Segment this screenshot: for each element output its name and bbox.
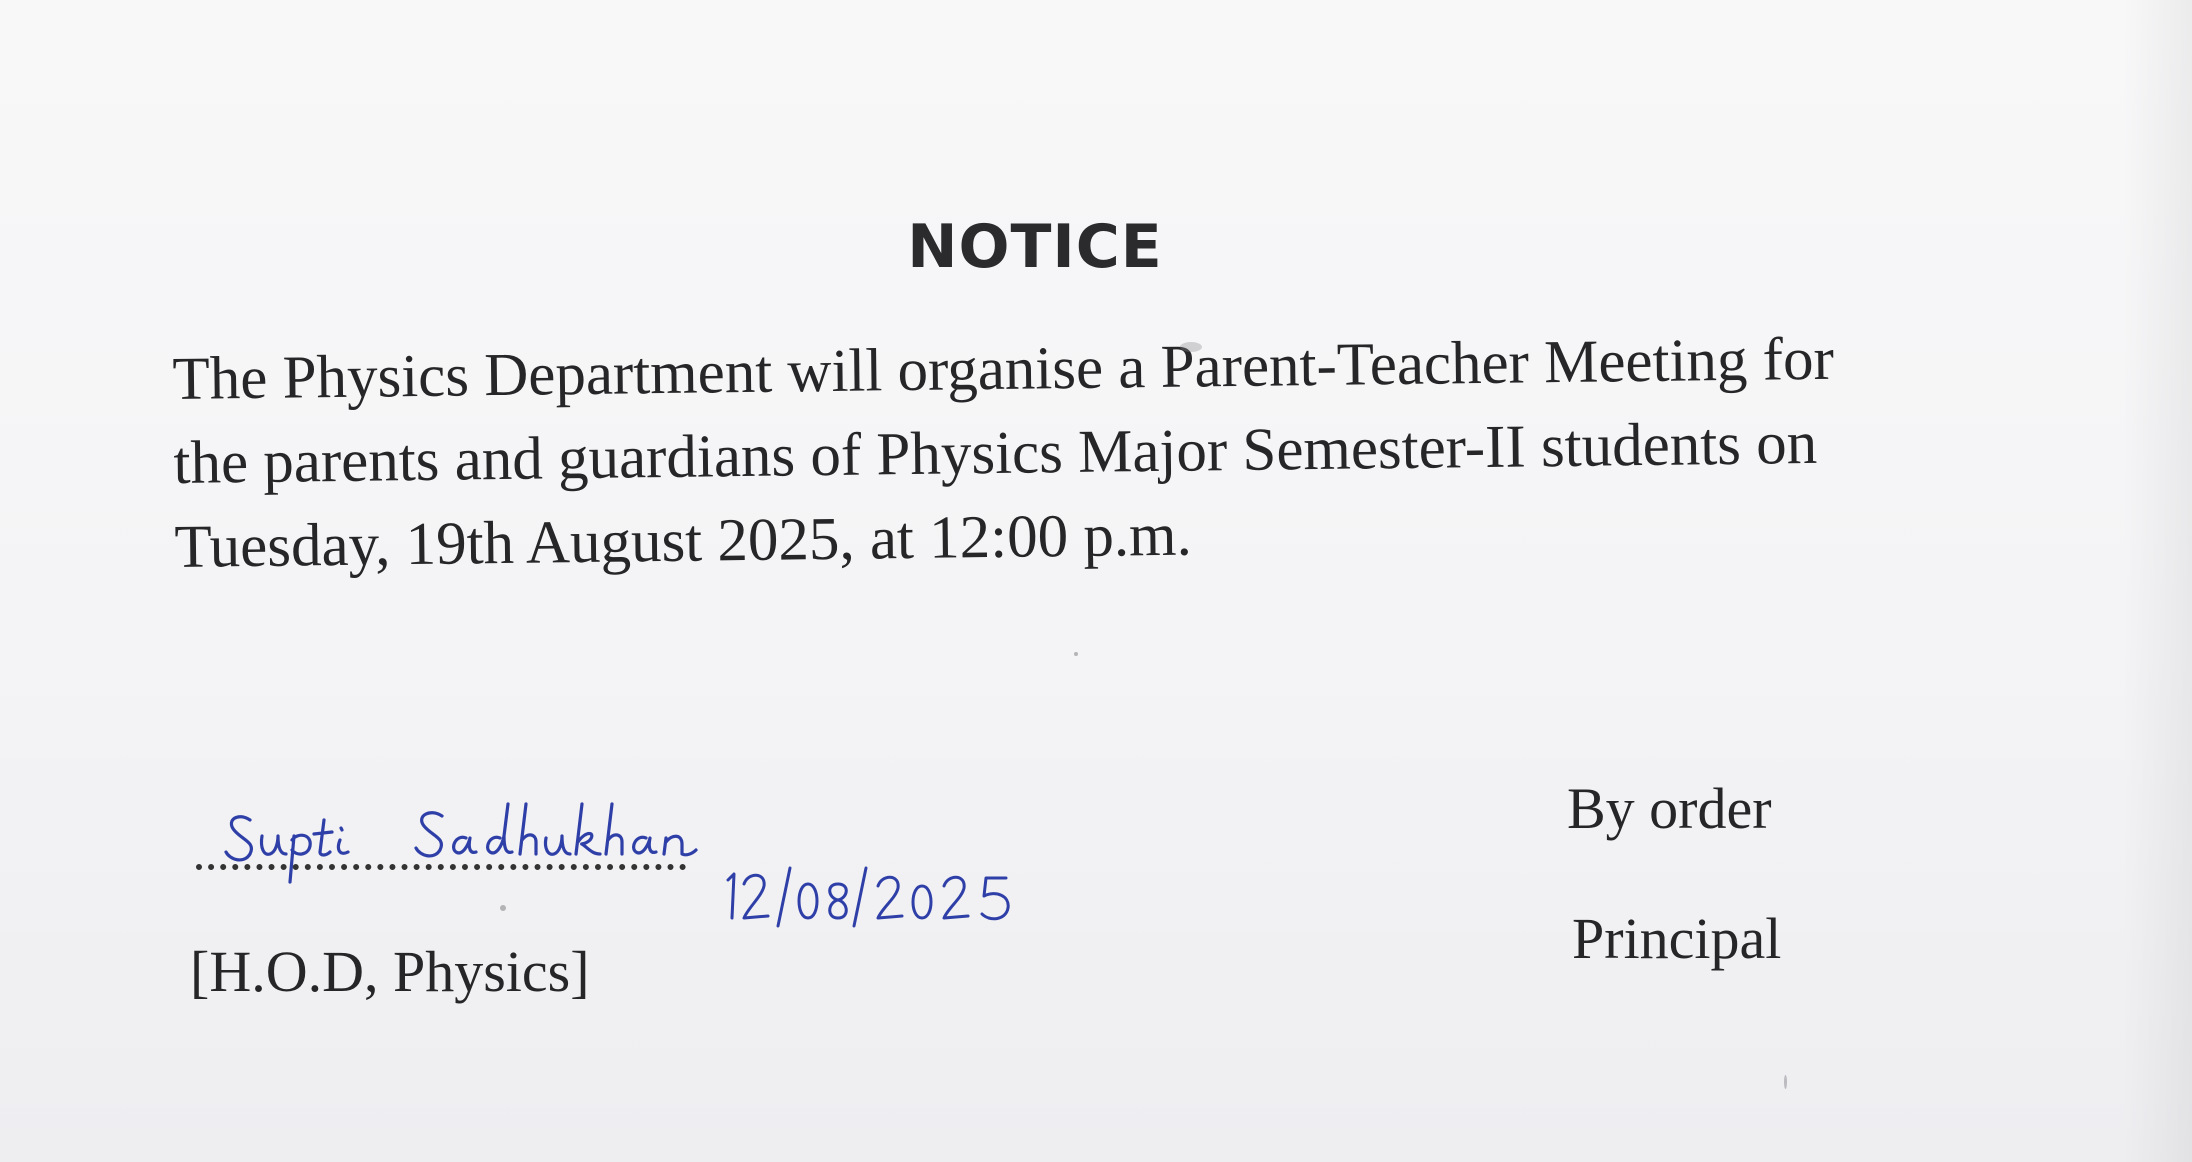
paper-speck bbox=[1074, 652, 1078, 656]
principal-label: Principal bbox=[1572, 906, 1782, 971]
by-order-label: By order bbox=[1567, 776, 1772, 841]
notice-body-line-2: the parents and guardians of Physics Major Semester-II students on bbox=[173, 409, 1818, 497]
handwritten-signature-date bbox=[720, 862, 1060, 932]
paper-edge-shadow bbox=[2122, 0, 2192, 1162]
paper-speck bbox=[1180, 342, 1202, 352]
paper-speck bbox=[1784, 1075, 1787, 1089]
hod-designation: [H.O.D, Physics] bbox=[190, 939, 590, 1004]
notice-body-line-3: Tuesday, 19th August 2025, at 12:00 p.m. bbox=[174, 501, 1193, 581]
notice-title: NOTICE bbox=[907, 212, 1163, 282]
signature-dotted-line bbox=[196, 864, 686, 870]
paper-speck bbox=[500, 905, 506, 911]
notice-body-line-1: The Physics Department will organise a Parent-Teacher Meeting for bbox=[172, 325, 1835, 413]
notice-body bbox=[172, 315, 2035, 590]
